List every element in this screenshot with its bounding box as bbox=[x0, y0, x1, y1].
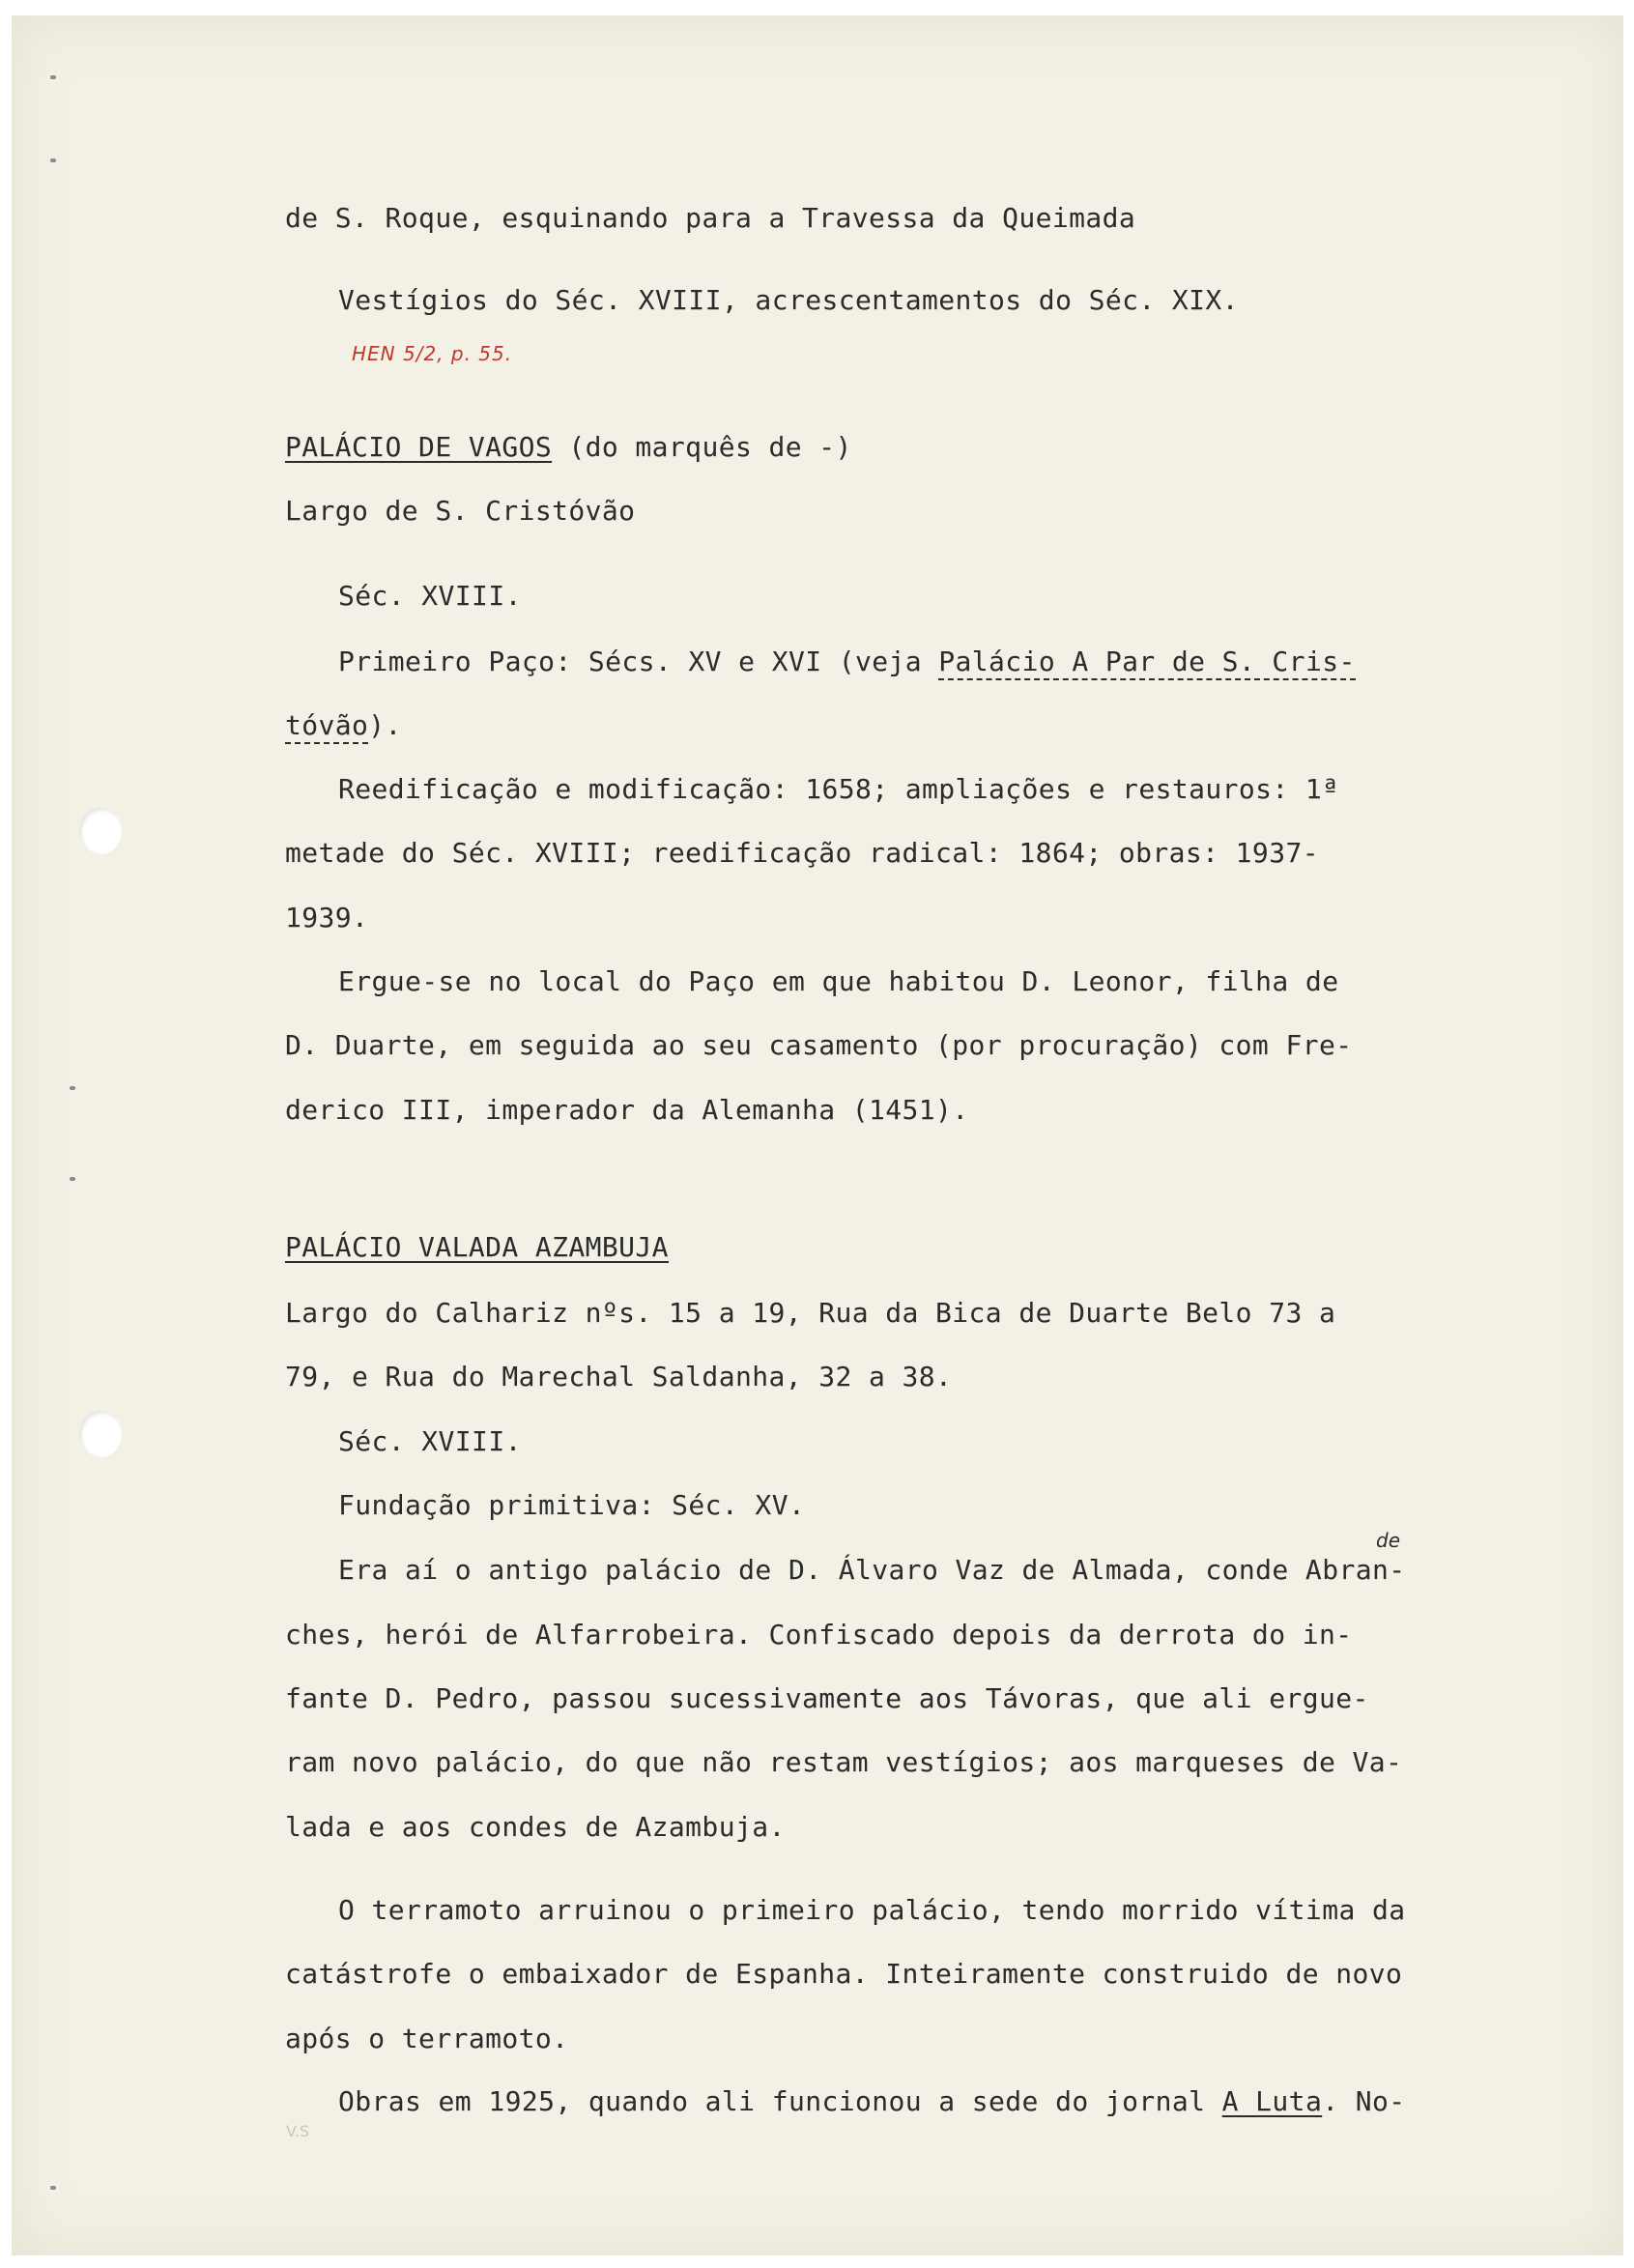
text-line: Fundação primitiva: Séc. XV. bbox=[338, 1489, 806, 1521]
text-line: fante D. Pedro, passou sucessivamente aos Távoras, que ali ergue- bbox=[285, 1682, 1369, 1714]
newspaper-title: A Luta bbox=[1221, 2085, 1323, 2117]
century-line: Séc. XVIII. bbox=[338, 580, 522, 612]
text-line: D. Duarte, em seguida ao seu casamento (por procuração) com Fre- bbox=[285, 1029, 1353, 1061]
margin-mark bbox=[50, 158, 56, 162]
section-heading-valada bbox=[285, 1231, 669, 1263]
text-line bbox=[285, 709, 402, 741]
document-page bbox=[12, 15, 1623, 2255]
text-line: catástrofe o embaixador de Espanha. Inteiramente construido de novo bbox=[285, 1958, 1403, 1990]
punch-hole-bottom bbox=[79, 1411, 122, 1457]
text-line bbox=[338, 646, 1356, 677]
heading-title: PALÁCIO VALADA AZAMBUJA bbox=[285, 1231, 669, 1263]
text-line: metade do Séc. XVIII; reedificação radical: 1864; obras: 1937- bbox=[285, 837, 1319, 869]
text-line: ches, herói de Alfarrobeira. Confiscado depois da derrota do in- bbox=[285, 1619, 1353, 1651]
text-line bbox=[338, 2085, 1406, 2117]
faint-stamp: V.S bbox=[286, 2122, 310, 2140]
century-line: Séc. XVIII. bbox=[338, 1425, 522, 1457]
text-line: Reedificação e modificação: 1658; ampliações e restauros: 1ª bbox=[338, 773, 1339, 805]
text-line: de S. Roque, esquinando para a Travessa da Queimada bbox=[285, 202, 1136, 234]
address-line: Largo de S. Cristóvão bbox=[285, 495, 636, 527]
text-line: Ergue-se no local do Paço em que habitou D. Leonor, filha de bbox=[338, 965, 1339, 997]
text-line: ram novo palácio, do que não restam vestígios; aos marqueses de Va- bbox=[285, 1746, 1403, 1778]
text-line: lada e aos condes de Azambuja. bbox=[285, 1811, 786, 1843]
text-line: 1939. bbox=[285, 902, 369, 933]
section-heading-vagos bbox=[285, 431, 852, 463]
text-line: Era aí o antigo palácio de D. Álvaro Vaz de Almada, conde Abran- bbox=[338, 1554, 1406, 1586]
heading-note: (do marquês de -) bbox=[552, 431, 852, 463]
punch-hole-top bbox=[79, 808, 122, 854]
address-line: 79, e Rua do Marechal Saldanha, 32 a 38. bbox=[285, 1361, 953, 1392]
handwritten-reference: HEN 5/2, p. 55. bbox=[352, 342, 513, 365]
text-line: O terramoto arruinou o primeiro palácio, tendo morrido vítima da bbox=[338, 1894, 1406, 1926]
text-span: Obras em 1925, quando ali funcionou a sede do jornal bbox=[338, 2085, 1222, 2117]
margin-mark bbox=[70, 1177, 75, 1181]
text-span: Primeiro Paço: Sécs. XV e XVI (veja bbox=[338, 646, 939, 677]
heading-title: PALÁCIO DE VAGOS bbox=[285, 431, 553, 463]
margin-mark bbox=[50, 2186, 56, 2190]
cross-reference: Palácio A Par de S. Cris- bbox=[938, 646, 1355, 680]
text-span: . No- bbox=[1322, 2085, 1406, 2117]
text-line: Vestígios do Séc. XVIII, acrescentamentos do Séc. XIX. bbox=[338, 284, 1239, 316]
margin-mark bbox=[70, 1086, 75, 1090]
address-line: Largo do Calhariz nºs. 15 a 19, Rua da Bica de Duarte Belo 73 a bbox=[285, 1297, 1336, 1329]
text-line: derico III, imperador da Alemanha (1451). bbox=[285, 1094, 969, 1126]
margin-mark bbox=[50, 75, 56, 79]
cross-reference: tóvão bbox=[285, 709, 368, 744]
text-span: ). bbox=[368, 709, 402, 741]
text-line: após o terramoto. bbox=[285, 2023, 569, 2054]
handwritten-insertion: de bbox=[1376, 1529, 1400, 1552]
